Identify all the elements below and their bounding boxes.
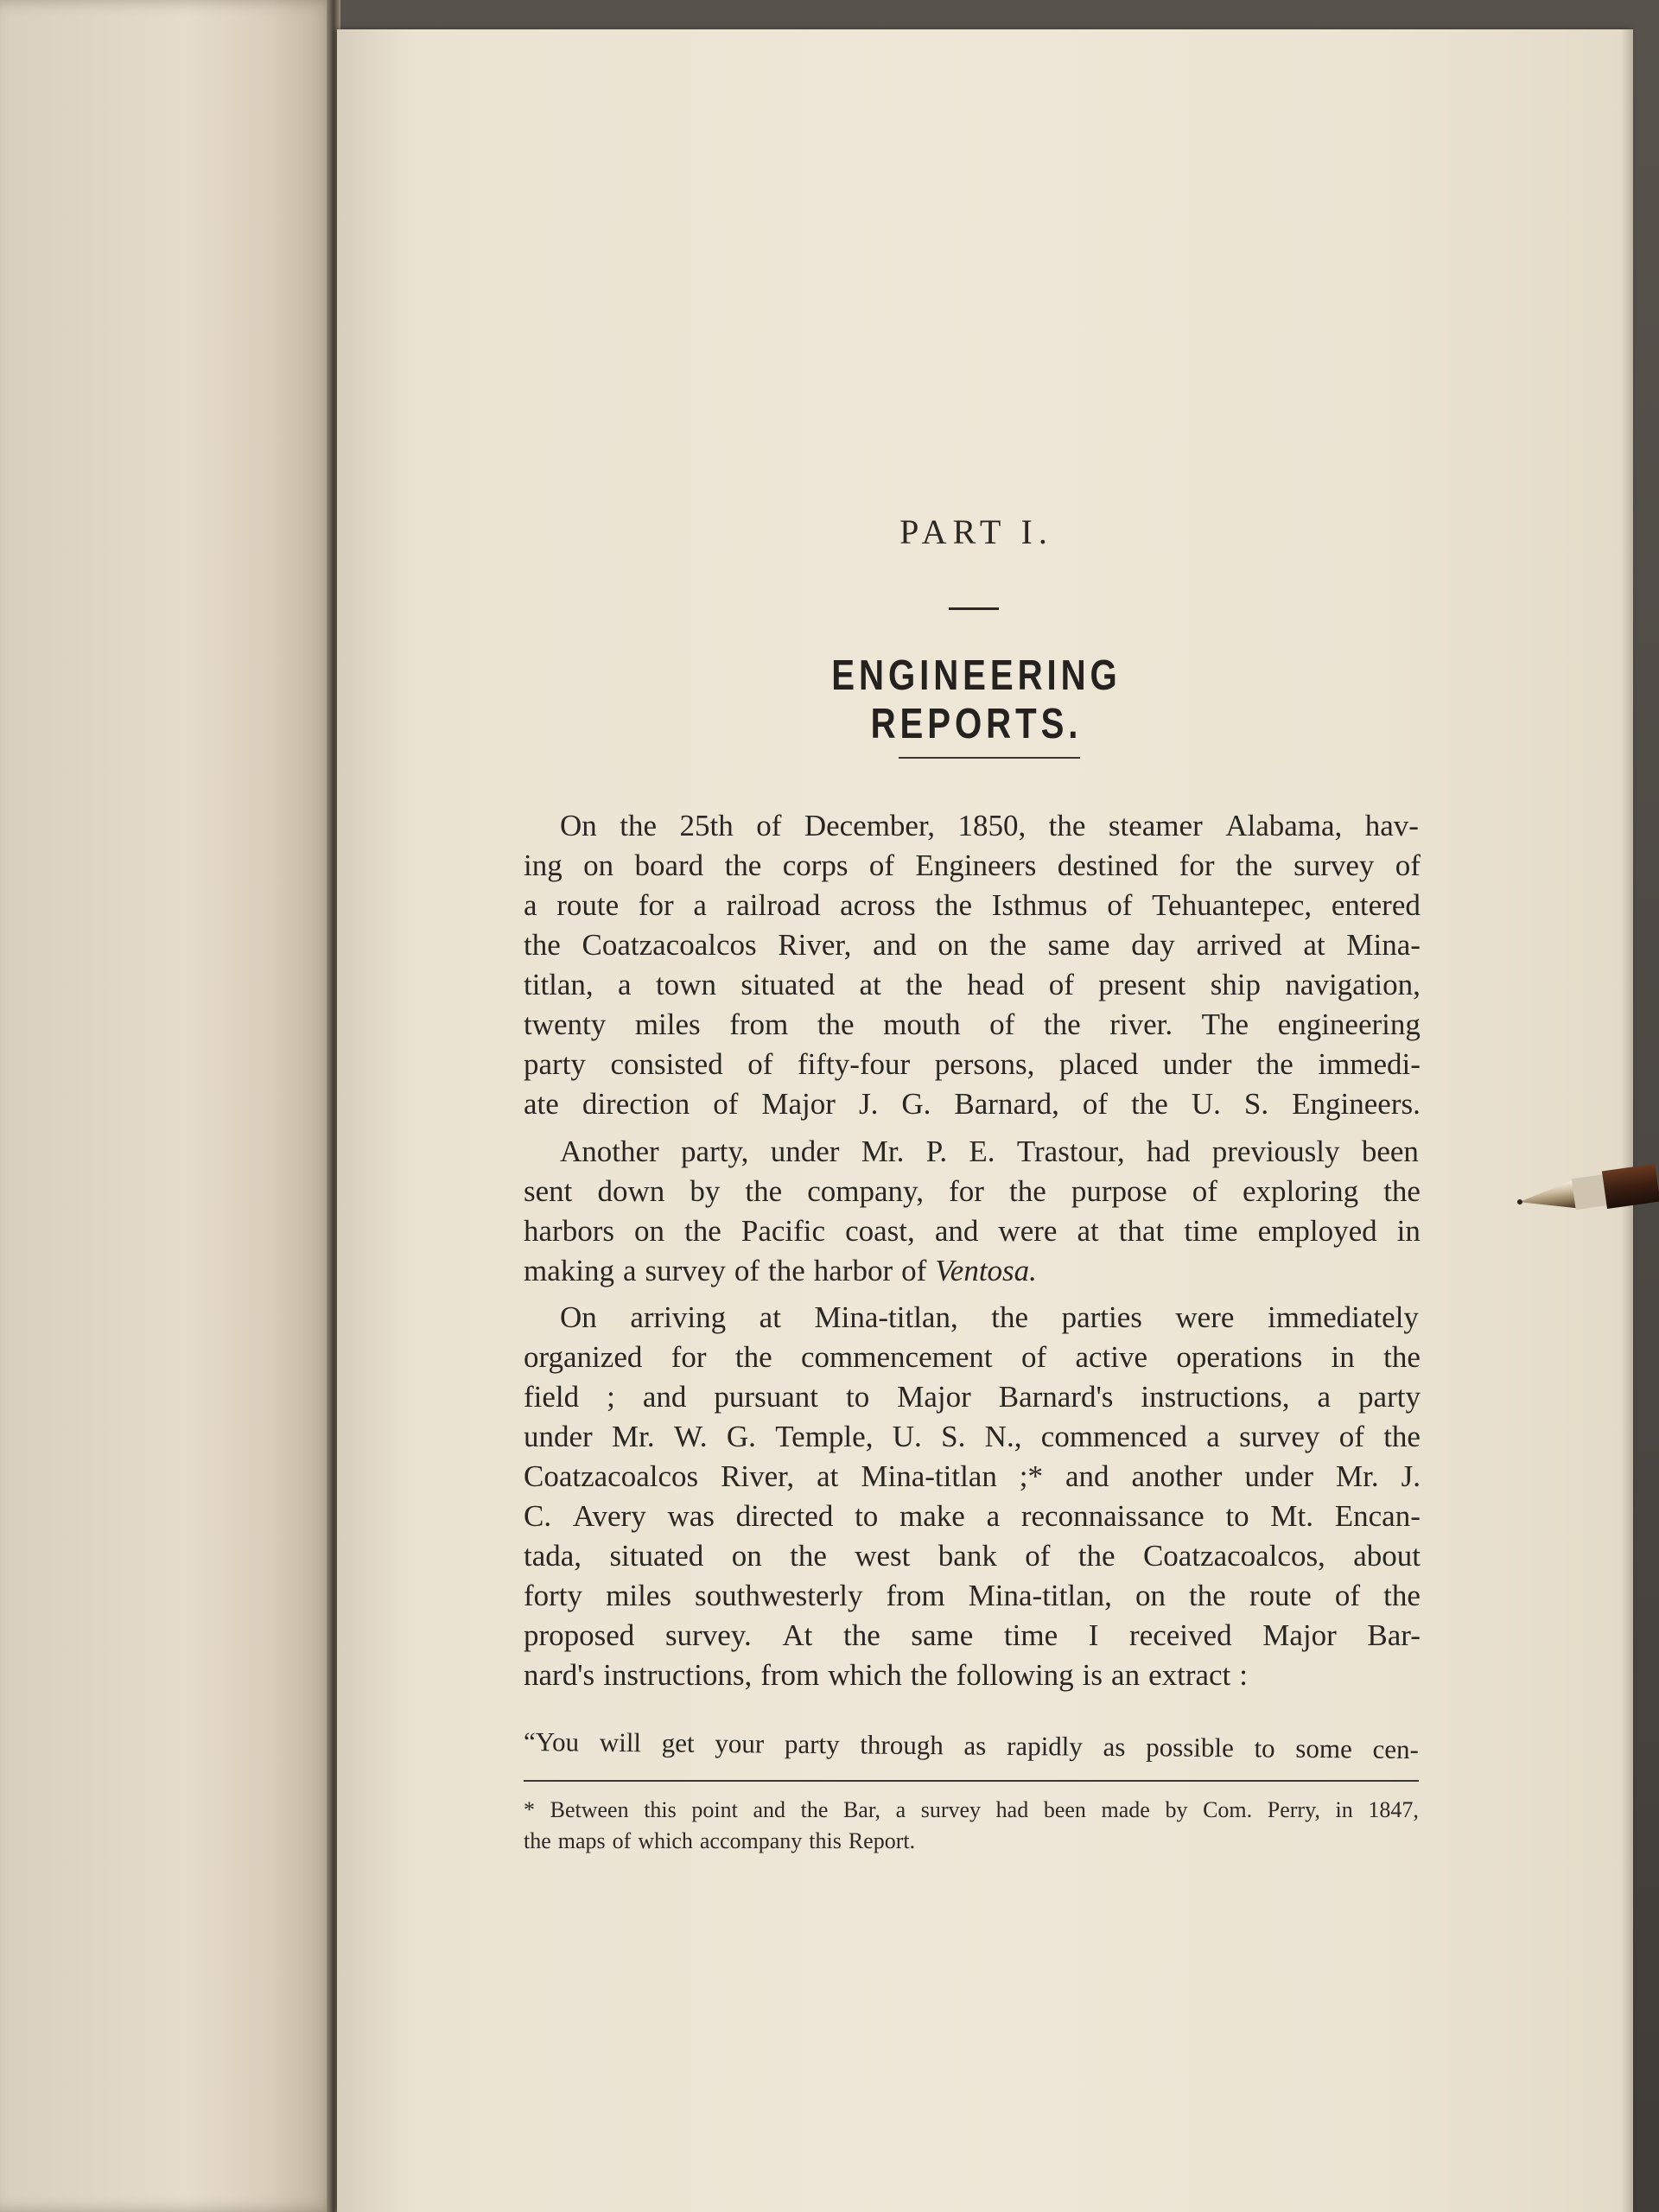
word: the (620, 809, 658, 842)
word: and (873, 928, 917, 962)
word: G. (901, 1087, 931, 1121)
word: present (1098, 968, 1186, 1001)
word: sent (524, 1174, 573, 1208)
word: the (991, 1300, 1029, 1334)
word: of (612, 1828, 632, 1853)
word: destined (1057, 849, 1159, 882)
word: 25th (679, 809, 734, 842)
word: navigation, (1285, 968, 1421, 1001)
text-line (524, 846, 1421, 886)
word: the (817, 1007, 855, 1041)
word: for (671, 1340, 707, 1374)
word: from (729, 1007, 789, 1041)
word: of (747, 1047, 773, 1081)
word: : (1239, 1658, 1249, 1692)
word: reconnaissance (1020, 1499, 1205, 1533)
text-line (560, 1132, 1419, 1172)
word: under (1244, 1459, 1314, 1493)
word: of (989, 1007, 1015, 1041)
word: Barnard's (998, 1380, 1114, 1414)
word: the (524, 928, 561, 962)
word: and (934, 1214, 979, 1248)
word: nard's (524, 1658, 595, 1692)
word: River, (778, 928, 852, 962)
word: route (556, 888, 620, 922)
word: N., (984, 1420, 1022, 1453)
text-line (524, 1045, 1421, 1084)
word: Barnard, (954, 1087, 1059, 1121)
word: party, (681, 1135, 749, 1168)
word: in (1396, 1214, 1421, 1248)
word: of (901, 1254, 927, 1287)
word: a (618, 968, 632, 1001)
word: of (1192, 1174, 1217, 1208)
word: field (524, 1380, 580, 1414)
word: rapidly (1006, 1730, 1084, 1762)
word: was (667, 1499, 715, 1533)
word: entered (1331, 888, 1421, 922)
word: of (734, 1254, 760, 1287)
word: the (1131, 1087, 1168, 1121)
word: on (1135, 1579, 1166, 1612)
word: been (1361, 1135, 1419, 1168)
word: ; (607, 1380, 615, 1414)
word: this (644, 1797, 677, 1822)
word: of (1025, 1539, 1051, 1573)
word: the (1383, 1420, 1421, 1453)
word: J. (1401, 1459, 1421, 1493)
text-line (560, 806, 1419, 846)
word: S. (1243, 1087, 1269, 1121)
word: a (986, 1499, 1001, 1533)
word: about (1353, 1539, 1421, 1573)
word: Temple, (775, 1420, 874, 1453)
word: immedi- (1318, 1047, 1421, 1081)
word: cen- (1372, 1733, 1420, 1765)
word: the (906, 968, 943, 1001)
word: under (1162, 1047, 1232, 1081)
word: by (1165, 1797, 1188, 1822)
word: engineering (1277, 1007, 1421, 1041)
word: survey. (664, 1618, 752, 1652)
word: ship (1210, 968, 1262, 1001)
word: that (1118, 1214, 1165, 1248)
word: of (1395, 849, 1421, 882)
word: which (638, 1828, 693, 1853)
word: On (560, 809, 597, 842)
word: survey (920, 1797, 982, 1822)
word: purpose (1071, 1174, 1167, 1208)
word: survey (1294, 849, 1375, 882)
word: steamer (1108, 809, 1203, 842)
word: accompany (699, 1828, 803, 1853)
word: party (1358, 1380, 1421, 1414)
word: in (1335, 1797, 1353, 1822)
word: point (691, 1797, 738, 1822)
word: situated (741, 968, 836, 1001)
word: Bar, (842, 1797, 880, 1822)
word: On (560, 1300, 597, 1334)
word: at (817, 1459, 839, 1493)
word: the (524, 1828, 551, 1853)
word: pursuant (714, 1380, 818, 1414)
word: previously (1211, 1135, 1340, 1168)
word: W. (673, 1420, 708, 1453)
word: of (868, 849, 895, 882)
text-line (524, 886, 1421, 925)
word: extract (1148, 1658, 1231, 1692)
word: to (855, 1499, 879, 1533)
word: E. (969, 1135, 995, 1168)
word: directed (735, 1499, 834, 1533)
word: of (1020, 1340, 1047, 1374)
text-line (524, 1497, 1421, 1536)
word: an (1111, 1658, 1141, 1692)
word: ate (524, 1087, 559, 1121)
word: miles (634, 1007, 701, 1041)
word: Coatzacoalcos (582, 928, 757, 962)
word: some (1295, 1732, 1352, 1764)
word: Mt. (1270, 1499, 1314, 1533)
word: Mr. (1336, 1459, 1379, 1493)
text-line (524, 965, 1421, 1005)
word: Engineers (915, 849, 1037, 882)
word: At (782, 1618, 813, 1652)
text-line (524, 1417, 1421, 1457)
word: same (911, 1618, 974, 1652)
word: in (1331, 1340, 1355, 1374)
word: making (524, 1254, 614, 1287)
word: made (1101, 1797, 1150, 1822)
word: twenty (524, 1007, 607, 1041)
word: southwesterly (695, 1579, 863, 1612)
word: Encan- (1334, 1499, 1421, 1533)
word: Mina-titlan (861, 1459, 997, 1493)
word: commencement (801, 1340, 993, 1374)
word: direction (582, 1087, 690, 1121)
word: were (1175, 1300, 1235, 1334)
word: of (756, 809, 782, 842)
word: instructions, (1141, 1380, 1290, 1414)
word: employed (1257, 1214, 1377, 1248)
word: another (1131, 1459, 1223, 1493)
word: the (768, 1254, 805, 1287)
word: parties (1061, 1300, 1142, 1334)
word: the (1009, 1174, 1046, 1208)
word: for (638, 888, 674, 922)
word: Pacific (741, 1214, 826, 1248)
word: and (753, 1797, 785, 1822)
word: survey (1239, 1420, 1320, 1453)
word: Com. (1203, 1797, 1253, 1822)
word: received (1129, 1618, 1232, 1652)
word: a (895, 1797, 906, 1822)
word: Perry, (1267, 1797, 1320, 1822)
word: were (998, 1214, 1058, 1248)
word: to (845, 1380, 870, 1414)
word: to (1225, 1499, 1249, 1533)
word: the (1043, 1007, 1081, 1041)
word: U. (1191, 1087, 1221, 1121)
text-line (524, 1251, 1421, 1291)
word: head (967, 968, 1025, 1001)
word: time (1184, 1214, 1238, 1248)
text-line (524, 1172, 1421, 1211)
word: a (622, 1254, 637, 1287)
text-line (524, 1084, 1421, 1124)
word: town (655, 968, 716, 1001)
word: under (770, 1135, 840, 1168)
word: * (524, 1797, 535, 1822)
word: 1847, (1368, 1797, 1419, 1822)
word: to (1254, 1732, 1275, 1764)
word: the (1383, 1579, 1421, 1612)
word: from (886, 1579, 945, 1612)
word: Mr. (612, 1420, 655, 1453)
word: tada, (524, 1539, 582, 1573)
word: the (1383, 1340, 1421, 1374)
word: board (634, 849, 704, 882)
word: Coatzacoalcos (524, 1459, 699, 1493)
word: the (790, 1539, 827, 1573)
text-line (524, 1338, 1421, 1377)
word: river. (1109, 1007, 1173, 1041)
word: bank (938, 1539, 997, 1573)
word: commenced (1040, 1420, 1187, 1453)
word: River, (721, 1459, 795, 1493)
word: company, (807, 1174, 925, 1208)
word: of (713, 1087, 739, 1121)
word: Isthmus (991, 888, 1088, 922)
word: possible (1146, 1732, 1234, 1764)
word: on (634, 1214, 665, 1248)
word: a (1206, 1420, 1220, 1453)
word: party (524, 1047, 586, 1081)
word: under (524, 1420, 593, 1453)
word: a (524, 888, 537, 922)
word: C. (524, 1499, 552, 1533)
word: railroad (726, 888, 821, 922)
word: the (724, 849, 762, 882)
word: the (842, 1618, 880, 1652)
word: mouth (883, 1007, 961, 1041)
text-line (524, 1536, 1421, 1576)
word: a (1317, 1380, 1332, 1414)
word: consisted (610, 1047, 723, 1081)
word: of (1107, 888, 1133, 922)
word: the (684, 1214, 721, 1248)
word: following (956, 1658, 1074, 1692)
left-page (0, 0, 339, 2212)
text-line (524, 1457, 1421, 1497)
word: route (1249, 1579, 1312, 1612)
word: ing (524, 849, 563, 882)
word: been (1043, 1797, 1086, 1822)
word: and (642, 1380, 687, 1414)
word: the (745, 1174, 783, 1208)
word: by (690, 1174, 721, 1208)
word: “You (523, 1726, 580, 1758)
word: persons, (934, 1047, 1035, 1081)
word: December, (804, 809, 935, 842)
text-line (524, 1005, 1421, 1045)
word: active (1075, 1340, 1148, 1374)
word: exploring (1242, 1174, 1359, 1208)
word: which (828, 1658, 902, 1692)
word: S. (941, 1420, 966, 1453)
word: Report. (848, 1828, 916, 1853)
word: ;* (1019, 1459, 1044, 1493)
word: organized (524, 1340, 643, 1374)
word: the (935, 888, 973, 922)
text-line (524, 1211, 1421, 1251)
word: your (715, 1727, 765, 1759)
word: Mina- (1346, 928, 1421, 962)
word: the (910, 1658, 948, 1692)
word: of (1048, 968, 1074, 1001)
word: and (1065, 1459, 1109, 1493)
text-line (524, 1616, 1421, 1656)
word: The (1201, 1007, 1249, 1041)
word: Alabama, (1225, 809, 1343, 842)
word: I (1088, 1618, 1099, 1652)
word: operations (1176, 1340, 1303, 1374)
word: the (989, 928, 1027, 962)
text-line (524, 1377, 1421, 1417)
word: Avery (572, 1499, 646, 1533)
word: same (1047, 928, 1110, 962)
word: Mina-titlan, (968, 1579, 1112, 1612)
word: situated (609, 1539, 704, 1573)
word: the (1383, 1174, 1421, 1208)
word: at (1077, 1214, 1099, 1248)
text-line (524, 1576, 1421, 1616)
word: proposed (524, 1618, 635, 1652)
word: Major (761, 1087, 836, 1121)
part-heading: PART I. (899, 512, 1053, 551)
word: harbors (524, 1214, 614, 1248)
word: P. (925, 1135, 948, 1168)
word: will (599, 1726, 642, 1758)
word: the (1235, 849, 1273, 882)
word: Coatzacoalcos, (1142, 1539, 1325, 1573)
heading-rule (949, 607, 999, 610)
word: from (760, 1658, 820, 1692)
text-line (524, 925, 1421, 965)
word: Tehuantepec, (1152, 888, 1313, 922)
word: the (1189, 1579, 1226, 1612)
word: J. (858, 1087, 879, 1121)
word: Between (550, 1797, 629, 1822)
word: Major (897, 1380, 971, 1414)
footnote-line (524, 1796, 1419, 1825)
word: Another (560, 1135, 659, 1168)
word: arriving (630, 1300, 727, 1334)
word: arrived (1196, 928, 1282, 962)
word: party (784, 1728, 840, 1760)
word: as (963, 1730, 987, 1761)
word: at (859, 968, 881, 1001)
word: 1850, (957, 809, 1027, 842)
word: this (809, 1828, 842, 1853)
word: on (583, 849, 614, 882)
word: west (855, 1539, 911, 1573)
word: U. (892, 1420, 922, 1453)
word: had (1146, 1135, 1191, 1168)
word: instructions, (603, 1658, 753, 1692)
word: on (731, 1539, 762, 1573)
text-line (560, 1298, 1419, 1338)
word: time (1003, 1618, 1058, 1652)
report-title: ENGINEERING REPORTS. (831, 652, 1122, 747)
word: at (759, 1300, 781, 1334)
word: make (899, 1499, 965, 1533)
word: the (734, 1340, 772, 1374)
footnote-rule (524, 1780, 1419, 1782)
word: maps (557, 1828, 606, 1853)
word: Engineers. (1292, 1087, 1421, 1121)
word: for (1179, 849, 1215, 882)
word: day (1131, 928, 1175, 962)
word: Mina-titlan, (814, 1300, 958, 1334)
word: of (1082, 1087, 1109, 1121)
word: Ventosa. (935, 1254, 1037, 1287)
word: miles (606, 1579, 671, 1612)
word: Bar- (1367, 1618, 1421, 1652)
title-rule (899, 757, 1080, 759)
word: of (1334, 1579, 1361, 1612)
word: Trastour, (1016, 1135, 1125, 1168)
word: the (1048, 809, 1086, 842)
word: at (1303, 928, 1325, 962)
word: fifty-four (797, 1047, 911, 1081)
word: forty (524, 1579, 583, 1612)
word: the (1077, 1539, 1116, 1573)
word: down (597, 1174, 665, 1208)
word: the (800, 1797, 829, 1822)
word: corps (782, 849, 849, 882)
word: on (938, 928, 969, 962)
word: hav- (1364, 809, 1419, 842)
word: get (661, 1727, 695, 1758)
word: coast, (845, 1214, 915, 1248)
word: placed (1058, 1047, 1139, 1081)
word: harbor (813, 1254, 893, 1287)
word: is (1082, 1658, 1103, 1692)
word: for (949, 1174, 984, 1208)
word: titlan, (524, 968, 594, 1001)
footnote-line (524, 1827, 1419, 1856)
word: G. (726, 1420, 756, 1453)
word: Mr. (861, 1135, 905, 1168)
word: of (1338, 1420, 1364, 1453)
word: across (840, 888, 916, 922)
word: the (1256, 1047, 1294, 1081)
text-line (524, 1656, 1421, 1695)
word: immediately (1267, 1300, 1419, 1334)
word: had (995, 1797, 1029, 1822)
word: a (693, 888, 707, 922)
word: survey (645, 1254, 726, 1287)
word: through (860, 1729, 944, 1761)
word: as (1103, 1731, 1126, 1763)
word: Major (1262, 1618, 1337, 1652)
